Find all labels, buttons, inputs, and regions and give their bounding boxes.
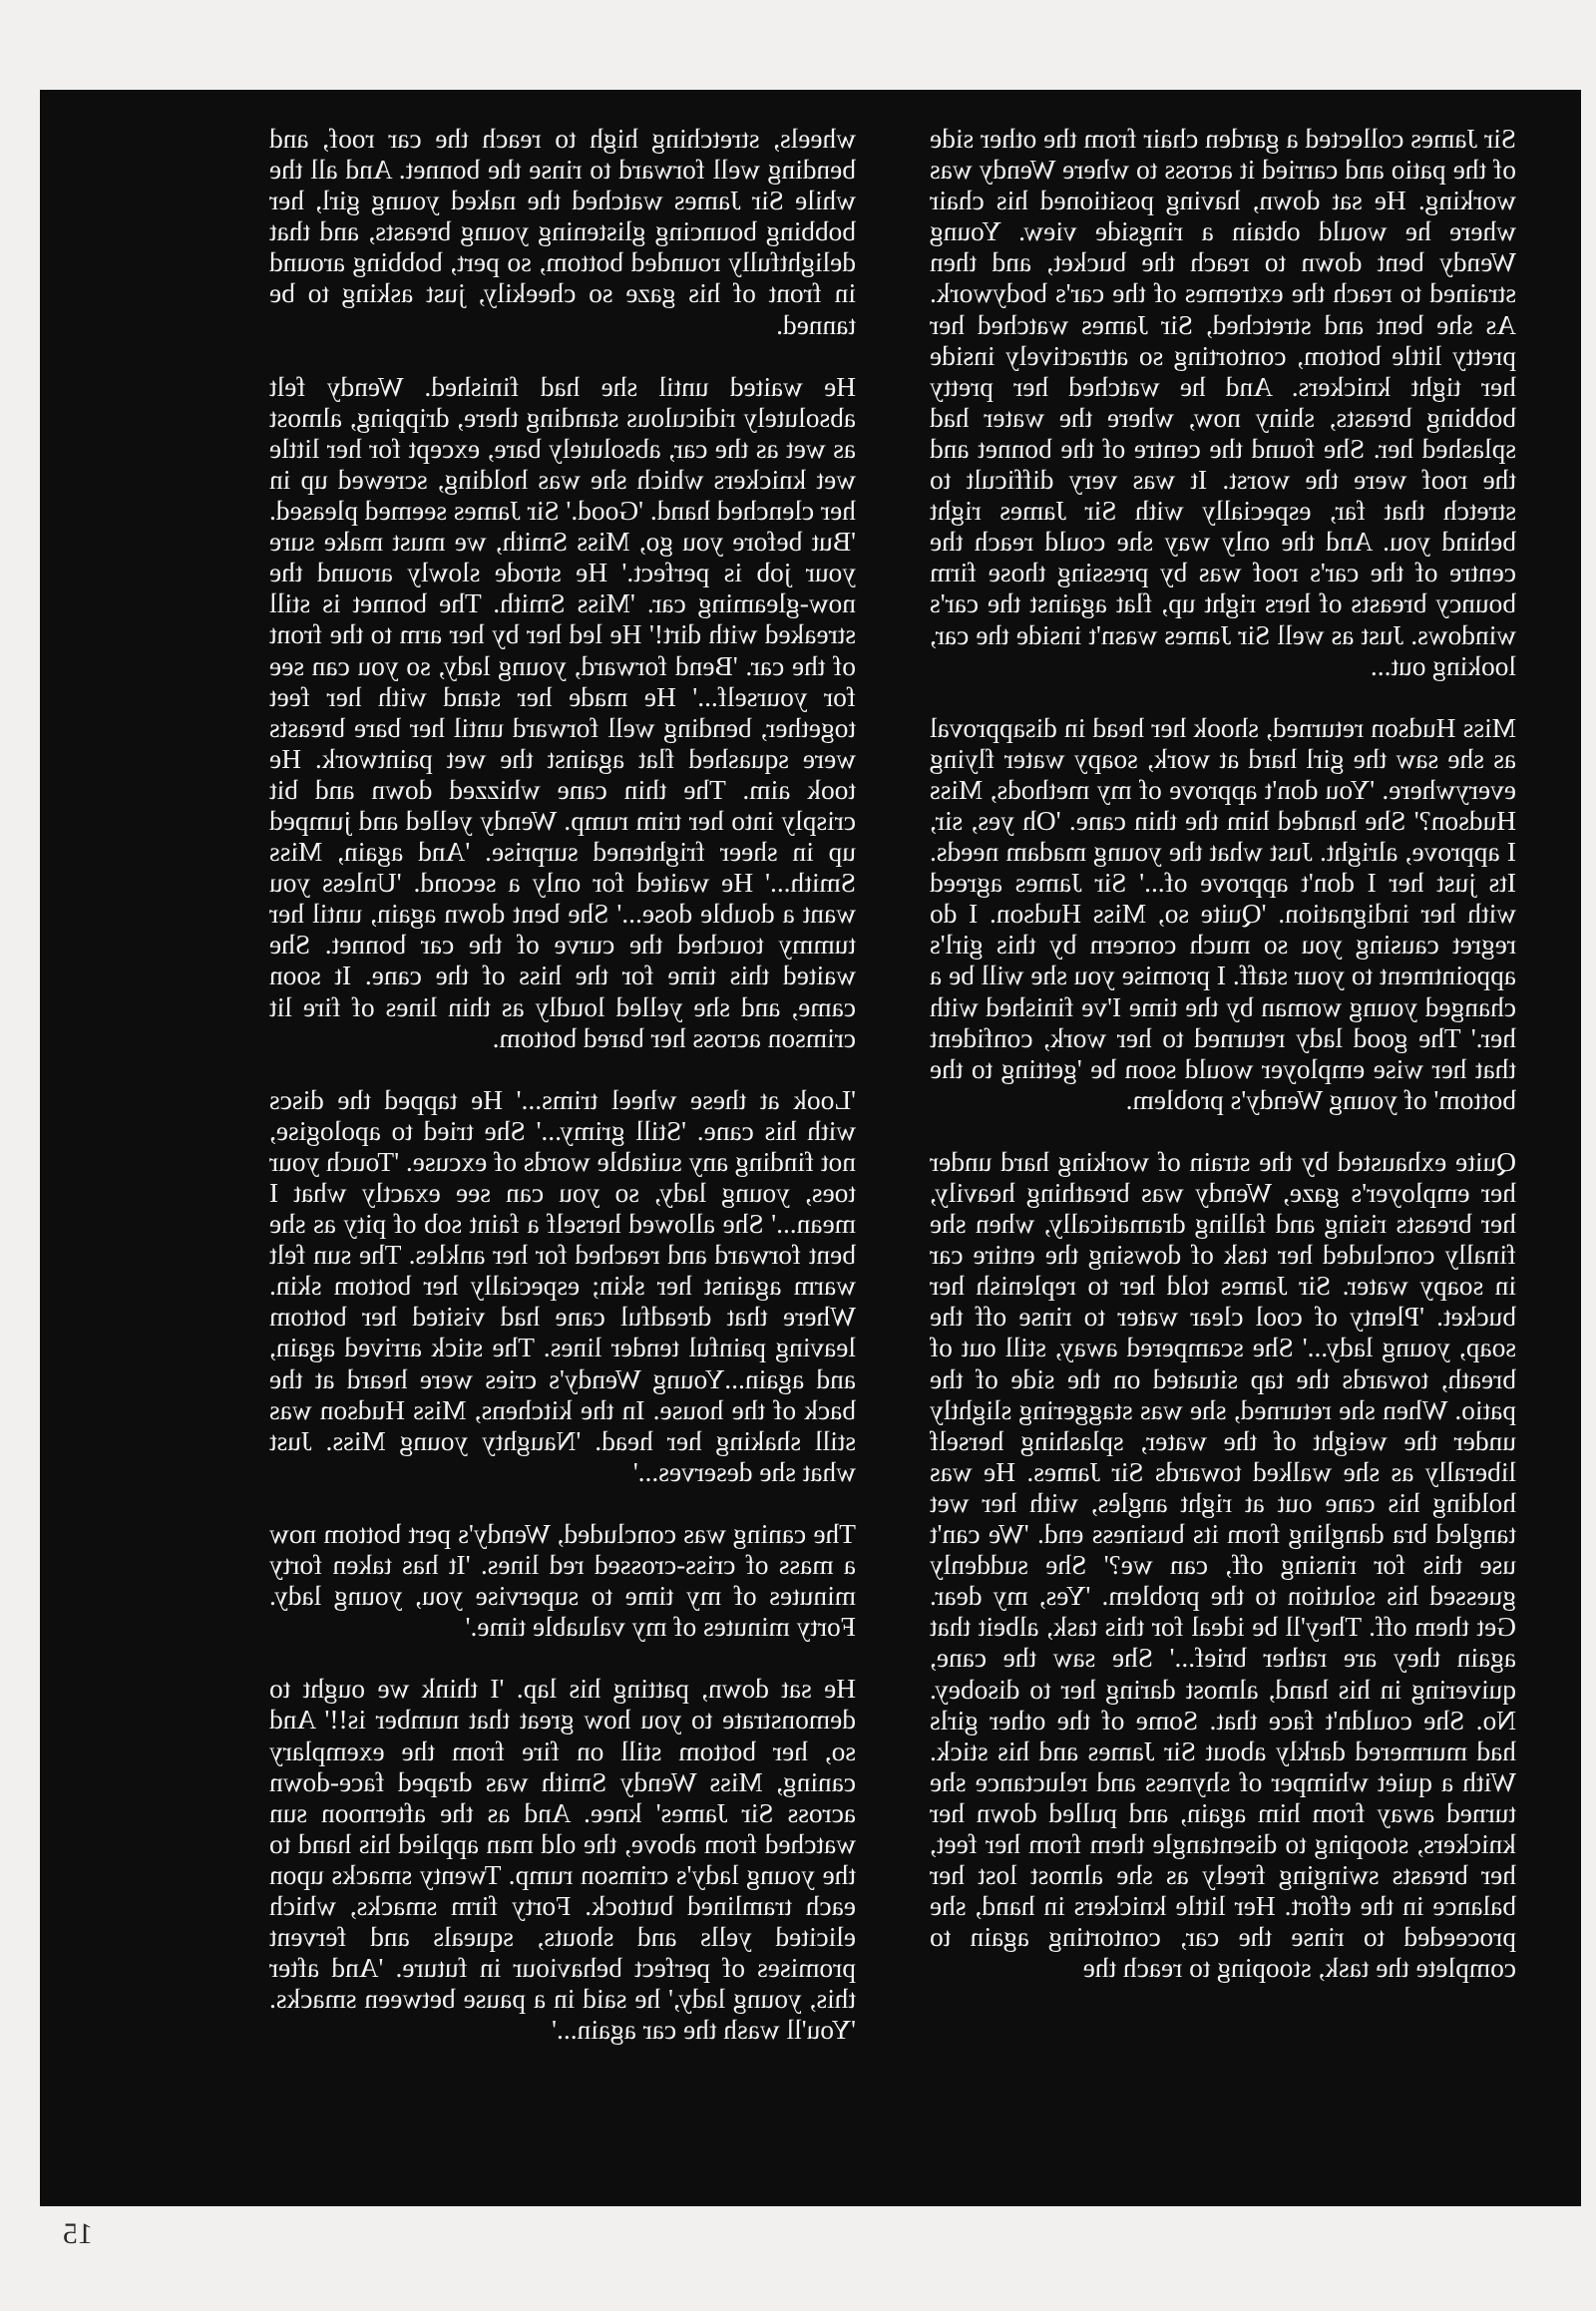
paragraph: He sat down, patting his lap. 'I think we ought to demonstrate to you how great that number is!!' And so, her bottom still on fire from the exemplary caning, Miss Wendy Smith was draped face-down across Sir James' knee. And as the afternoon sun watched from above, the old man applied his hand to the young lady's crimson rump. Twenty smacks upon each tramlined buttock. Forty firm smacks, which elicited yells and shouts, squeals and fervent promises of perfect behaviour in future. 'And after this, young lady,' he said in a pause between smacks. 'You'll wash the car again...': [269, 1674, 856, 2046]
paragraph: Quite exhausted by the strain of working hard under her employer's gaze, Wendy was breathing heavily, her breasts rising and falling dramatically, when she finally concluded her task of dowsing the entire car in soapy water. Sir James told her to replenish her bucket. 'Plenty of cool clear water to rinse off the soap, young lady...' She scampered away, still out of breath, towards the tap situated on the side of the patio. When she returned, she was staggering slightly under the weight of the water, splashing herself liberally as she walked towards Sir James. He was holding his cane out at right angles, with her wet tangled bra dangling from its business end. 'We can't use this for rinsing off, can we?' She suddenly guessed his solution to the problem. 'Yes, my dear. Get them off. They'll be ideal for this task, albeit that again they are rather brief...' She saw the cane, quivering in his hand, almost daring her to disobey. No. She couldn't face that. Some of the other girls had murmered darkly about Sir James and his stick. With a quiet whimper of shyness and reluctance she turned away from him again, and pulled down her knickers, stooping to disentangle them from her feet, her breasts swinging freely as she almost lost her balance in the effort. Her little knickers in hand, she proceeded to rinse the car, contorting again to complete the task, stooping to reach the: [930, 1146, 1516, 1984]
column-first: [930, 124, 1516, 2015]
paragraph: 'Look at these wheel trims...' He tapped the discs with his cane. 'Still grimy...' She tried to apologise, not finding any suitable words of excuse. 'Touch your toes, young lady, so you can see exactly what I mean...' She allowed herself a faint sob of pity as she bent forward and reached for her ankles. The sun felt warm against her skin; especially her bottom skin. Where that dreadful cane had visited her bottom leaving painful tender lines. The stick arrived again, and again...Young Wendy's cries were heard at the back of the house. In the kitchens, Miss Hudson was still shaking her head. 'Naughty young Miss. Just what she deserves...': [269, 1084, 856, 1487]
paragraph: wheels, stretching high to reach the car roof, and bending well forward to rinse the bonnet. And all the while Sir James watched the naked young girl, her bobbing bouncing glistening young breasts, and that delightfully rounded bottom, so pert, bobbing around in front of his gaze so cheekily, just asking to be tanned.: [269, 124, 856, 340]
text-panel: [40, 90, 1581, 2206]
column-second: [269, 124, 856, 2077]
paragraph: He waited until she had finished. Wendy felt absolutely ridiculous standing there, dripping, almost as wet as the car, absolutely bare, except for her little wet knickers which she was holding, screwed up in her clenched hand. 'Good.' Sir James seemed pleased. 'But before you go, Miss Smith, we must make sure your job is perfect.' He strode slowly around the now-gleaming car. 'Miss Smith. The bonnet is still streaked with dirt!' He led her by her arm to the front of the car. 'Bend forward, young lady, so you can see for yourself...' He made her stand with her feet together, bending well forward until her bare breasts were squashed flat against the wet paintwork. He took aim. The thin cane whizzed down and bit crisply into her trim rump. Wendy yelled and jumped up in sheer frightened surprise. 'And again, Miss Smith...' He waited for only a second. 'Unless you want a double dose...' She bent down again, until her tummy touched the curve of the car bonnet. She waited this time for the hiss of the cane. It soon came, and she yelled loudly as thin lines of fire lit crimson across her bared bottom.: [269, 371, 856, 1053]
mirrored-text-area: [40, 90, 1581, 2206]
paragraph: Sir James collected a garden chair from the other side of the patio and carried it across to where Wendy was working. He sat down, having positioned his chair where he would obtain a ringside view. Young Wendy bent down to reach the bucket, and then strained to reach the extremes of the car's bodywork. As she bent and stretched, Sir James watched her pretty little bottom, contorting so attractively inside her tight knickers. And he watched her pretty bobbing breasts, shiny now, where the water had splashed her. She found the centre of the bonnet and the roof were the worst. It was very difficult to stretch that far, especially with Sir James right behind you. And the only way she could reach the centre of the car's roof was by pressing those firm bouncy breasts of hers right up, flat against the car's windows. Just as well Sir James wasn't inside the car, looking out...: [930, 124, 1516, 681]
paragraph: The caning was concluded, Wendy's pert bottom now a mass of criss-crossed red lines. 'It has taken forty minutes of my time to supervise you, young lady. Forty minutes of my valuable time.': [269, 1518, 856, 1643]
paragraph: Miss Hudson returned, shook her head in disapproval as she saw the girl hard at work, soapy water flying everywhere. 'You don't approve of my methods, Miss Hudson?' She handed him the thin cane. 'Oh yes, sir, I approve, alright. Just what the young madam needs. Its just her I don't approve of...' Sir James agreed with her indignation. 'Quite so, Miss Hudson. I do regret causing you so much concern by this girl's appointment to your staff. I promise you she will be a changed young woman by the time I've finished with her.' The good lady returned to her work, confident that her wise employer would soon be 'getting to the bottom' of young Wendy's problem.: [930, 712, 1516, 1115]
page-number: 15: [63, 2217, 93, 2250]
